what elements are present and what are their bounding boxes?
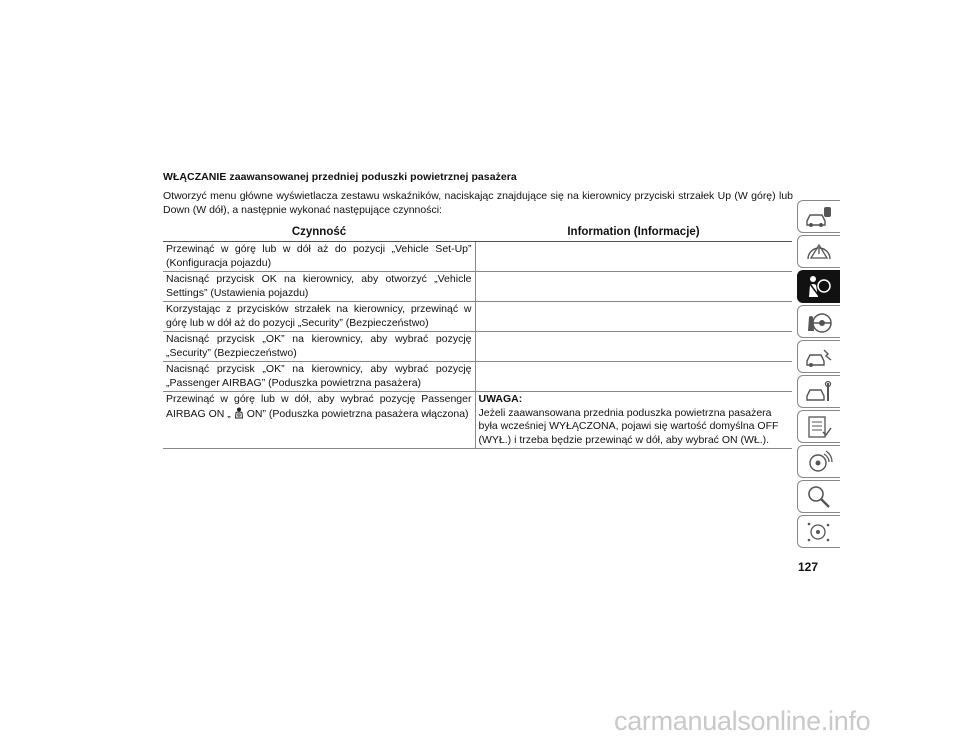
- info-cell: [475, 272, 792, 302]
- action-text-prefix: Przewinąć w górę lub w dół, aby wybrać pozycję Passenger AIRBAG ON „: [166, 393, 472, 420]
- info-cell: [475, 302, 792, 332]
- table-header-row: [163, 222, 792, 242]
- note-label: UWAGA:: [478, 393, 523, 405]
- multimedia-icon: [804, 449, 834, 475]
- action-cell: Nacisnąć przycisk OK na kierownicy, aby otworzyć „Vehicle Settings” (Ustawienia pojazdu): [163, 272, 475, 302]
- table-row: [163, 242, 792, 272]
- tab-technical-specifications[interactable]: [797, 410, 840, 443]
- table-row: [163, 302, 792, 332]
- tab-instrument-panel[interactable]: [797, 235, 840, 268]
- table-row: [163, 392, 792, 449]
- action-cell: Przewinąć w górę lub w dół aż do pozycji „Vehicle Set-Up” (Konfiguracja pojazdu): [163, 242, 475, 272]
- tab-servicing-maintenance[interactable]: [797, 375, 840, 408]
- steering-wheel-icon: [804, 309, 834, 335]
- info-cell: [475, 242, 792, 272]
- dashboard-warning-icon: [804, 239, 834, 265]
- instructions-table: [163, 222, 792, 449]
- language-icon: [804, 519, 834, 545]
- section-heading: WŁĄCZANIE zaawansowanej przedniej poduszki powietrznej pasażera: [163, 171, 517, 183]
- column-header-information: Information (Informacje): [475, 222, 792, 242]
- action-cell: Nacisnąć przycisk „OK” na kierownicy, aby wybrać pozycję „Security” (Bezpieczeństwo): [163, 332, 475, 362]
- tab-languages[interactable]: [797, 515, 840, 548]
- page-number: 127: [798, 560, 819, 574]
- table-row: [163, 272, 792, 302]
- airbag-seatbelt-icon: [804, 274, 834, 300]
- intro-paragraph: Otworzyć menu główne wyświetlacza zestawu wskaźników, naciskając znajdujące się na kierownicy przyciski strzałek Up (W górę) lub Down (W dół), a następnie wykonać następujące czynności:: [163, 190, 793, 216]
- action-text-suffix: ON” (Poduszka powietrzna pasażera włączona): [246, 407, 469, 420]
- tab-index[interactable]: [797, 480, 840, 513]
- action-cell: [163, 392, 475, 449]
- table-row: [163, 332, 792, 362]
- tab-multimedia[interactable]: [797, 445, 840, 478]
- tab-in-case-of-emergency[interactable]: [797, 340, 840, 373]
- info-cell: [475, 392, 792, 449]
- action-cell: Korzystając z przycisków strzałek na kierownicy, przewinąć w górę lub w dół aż do pozycji „Security” (Bezpieczeństwo): [163, 302, 475, 332]
- tab-safety[interactable]: [797, 270, 840, 303]
- magnifier-icon: [804, 484, 834, 510]
- car-crash-icon: [804, 344, 834, 370]
- watermark: carmanualsonline.info: [614, 706, 871, 736]
- tab-getting-to-know[interactable]: [797, 200, 840, 233]
- note-text: Jeżeli zaawansowana przednia poduszka powietrzna pasażera była wcześniej WYŁĄCZONA, pojawi się wartość domyślna OFF (WYŁ.) i trzeba będzie przewinąć w dół, aby wybrać ON (WŁ.).: [478, 406, 779, 446]
- table-row: [163, 362, 792, 392]
- info-cell: [475, 332, 792, 362]
- car-service-icon: [804, 379, 834, 405]
- airbag-on-icon: [234, 407, 244, 419]
- column-header-action: Czynność: [163, 222, 475, 242]
- tab-starting-operating[interactable]: [797, 305, 840, 338]
- info-cell: [475, 362, 792, 392]
- checklist-icon: [804, 414, 834, 440]
- action-cell: Nacisnąć przycisk „OK” na kierownicy, aby wybrać pozycję „Passenger AIRBAG” (Poduszka powietrzna pasażera): [163, 362, 475, 392]
- car-key-icon: [804, 204, 834, 230]
